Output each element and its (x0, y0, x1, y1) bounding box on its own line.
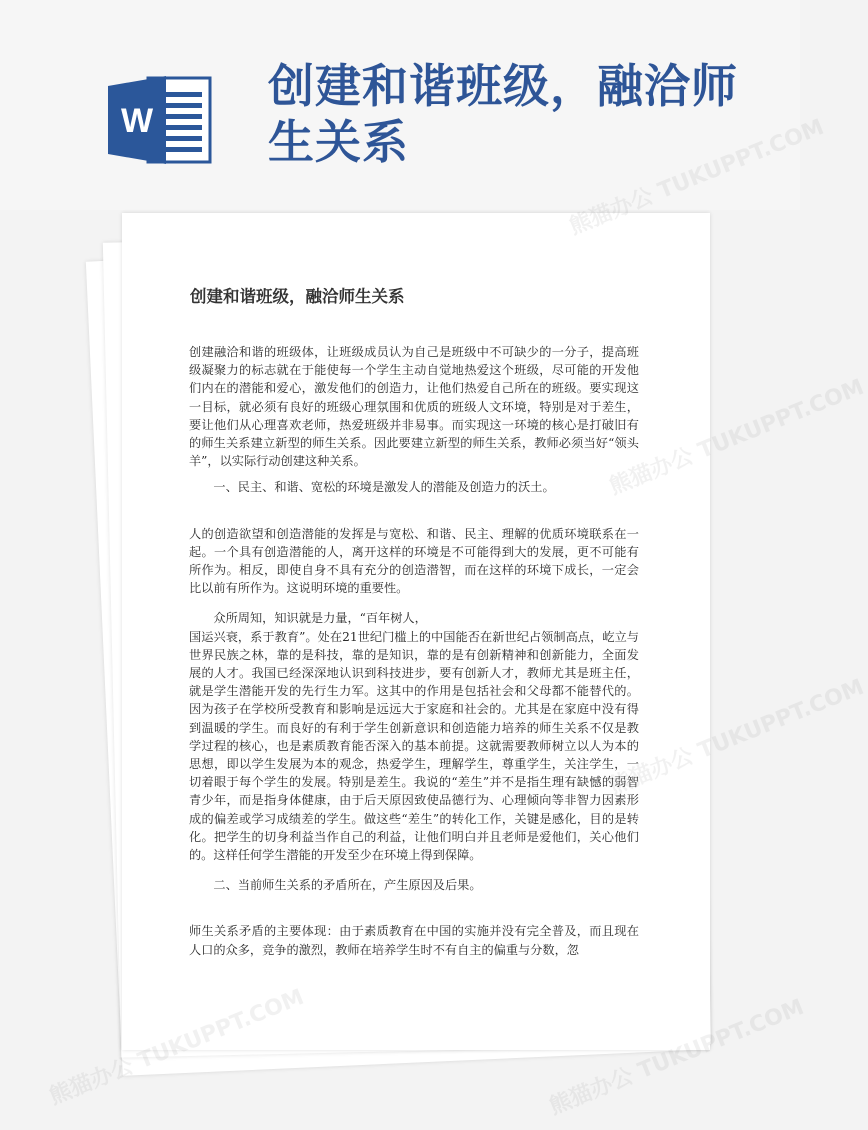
word-document-icon (108, 72, 214, 168)
document-body (189, 343, 639, 959)
paragraph: 创建融洽和谐的班级体，让班级成员认为自己是班级中不可缺少的一分子，提高班级凝聚力的标志就在于能使每一个学生主动自觉地热爱这个班级，尽可能的开发他们内在的潜能和爱心，激发他们的创造力，让他们热爱自己所在的班级。要实现这一目标，就必须有良好的班级心理氛围和优质的班级人文环境，特别是对于差生，要让他们从心理喜欢老师，热爱班级并非易事。而实现这一环境的核心是打破旧有的师生关系建立新型的师生关系。因此要建立新型的师生关系，教师必须当好“领头羊”，以实际行动创建这种关系。 (189, 345, 639, 469)
paragraph: 师生关系矛盾的主要体现：由于素质教育在中国的实施并没有完全普及，而且现在人口的众多，竞争的激烈，教师在培养学生时不有自主的偏重与分数，忽 (189, 924, 639, 957)
paragraph: 众所周知，知识就是力量，“百年树人， (213, 611, 427, 626)
watermark: 熊猫办公 TUKUPPT.COM (545, 994, 808, 1120)
document-title: 创建和谐班级，融洽师生关系 (190, 287, 405, 306)
paragraph: 国运兴衰，系于教育”。处在21世纪门槛上的中国能否在新世纪占领制高点，屹立与世界民族之林，靠的是科技，靠的是知识，靠的是有创新精神和创新能力，全面发展的人才。我国已经深深地认识到科技进步，要有创新人才，教师尤其是班主任，就是学生潜能开发的先行生力军。这其中的作用是包括社会和父母都不能替代的。因为孩子在学校所受教育和影响是远远大于家庭和社会的。尤其是在家庭中没有得到温暖的学生。而良好的有利于学生创新意识和创造能力培养的师生关系不仅是教学过程的核心，也是素质教育能否深入的基本前提。这就需要教师树立以人为本的思想，即以学生发展为本的观念，热爱学生，理解学生，尊重学生，关注学生，一切着眼于每个学生的发展。特别是差生。我说的“差生”并不是指生理有缺憾的弱智青少年，而是指身体健康，由于后天原因致使品德行为、心理倾向等非智力因素形成的偏差或学习成绩差的学生。做这些“差生”的转化工作，关键是感化，目的是转化。把学生的切身利益当作自己的利益，让他们明白并且老师是爱他们，关心他们的。这样任何学生潜能的开发至少在环境上得到保障。 (189, 629, 639, 863)
paragraph: 人的创造欲望和创造潜能的发挥是与宽松、和谐、民主、理解的优质环境联系在一起。一个具有创造潜能的人，离开这样的环境是不可能得到大的发展，更不可能有所作为。相反，即使自身不具有充分的创造潜智，而在这样的环境下成长，一定会比以前有所作为。这说明环境的重要性。 (189, 526, 639, 596)
watermark: 熊猫办公 (565, 183, 657, 240)
watermark: 熊猫办公 (45, 1053, 137, 1110)
document-page (122, 213, 710, 1050)
word-logo-letter: W (120, 102, 154, 140)
banner (0, 0, 800, 210)
section-heading: 一、民主、和谐、宽松的环境是激发人的潜能及创造力的沃土。 (213, 480, 555, 495)
watermark: 熊猫办公 TUKUPPT.COM (605, 374, 868, 500)
section-heading: 二、当前师生关系的矛盾所在，产生原因及后果。 (213, 878, 482, 893)
banner-title: 创建和谐班级，融洽师生关系 (268, 59, 738, 169)
watermark: 熊猫办公 TUKUPPT.COM (605, 674, 868, 800)
